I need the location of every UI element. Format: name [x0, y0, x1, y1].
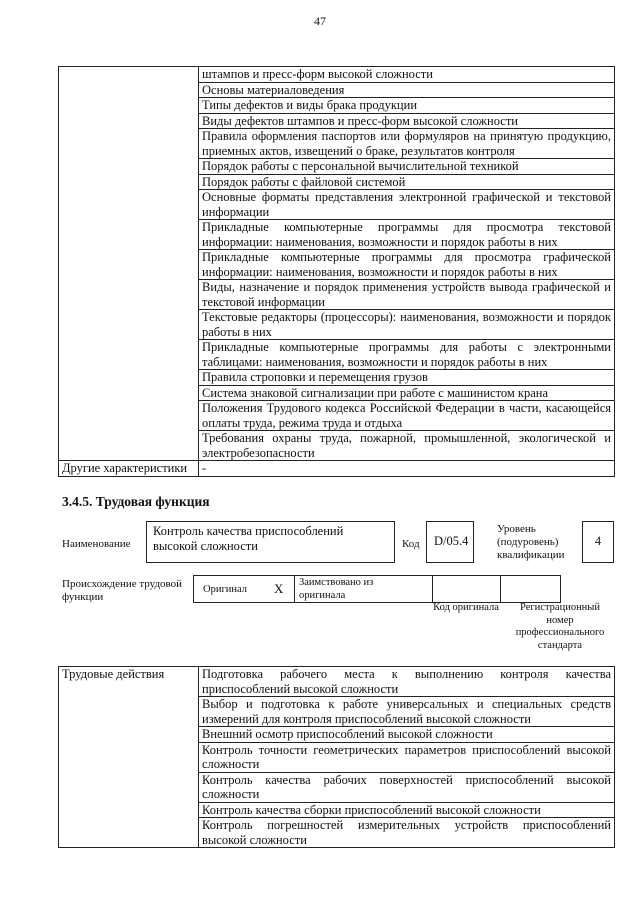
labor-action-item: Контроль качества сборки приспособлений высокой сложности [199, 802, 615, 818]
table-row [59, 667, 615, 697]
required-knowledge-table [58, 66, 615, 477]
code-label: Код [402, 538, 420, 550]
function-code-box [426, 521, 474, 563]
knowledge-item: Порядок работы с файловой системой [199, 174, 615, 190]
labor-action-item: Контроль погрешностей измерительных устройств приспособлений высокой сложности [199, 818, 615, 848]
labor-action-item: Выбор и подготовка к работе универсальных и специальных средств измерений для контроля приспособлений высокой сложности [199, 697, 615, 727]
name-label: Наименование [62, 538, 131, 550]
labor-action-item: Контроль точности геометрических параметров приспособлений высокой сложности [199, 742, 615, 772]
original-mark: X [274, 581, 284, 596]
knowledge-item: Правила строповки и перемещения грузов [199, 370, 615, 386]
knowledge-item: Система знаковой сигнализации при работе с машинистом крана [199, 385, 615, 401]
knowledge-item: Текстовые редакторы (процессоры): наименования, возможности и порядок работы в них [199, 310, 615, 340]
labor-actions-label: Трудовые действия [59, 667, 199, 848]
knowledge-item: Порядок работы с персональной вычислительной техникой [199, 159, 615, 175]
knowledge-item: Виды дефектов штампов и пресс-форм высокой сложности [199, 113, 615, 129]
level-label: Уровень (подуровень) квалификации [497, 523, 565, 561]
knowledge-item: Положения Трудового кодекса Российской Федерации в части, касающейся оплаты труда, режима труда и отдыха [199, 401, 615, 431]
page-number: 47 [314, 14, 326, 28]
table-row [59, 461, 615, 477]
origin-divider [294, 575, 295, 603]
knowledge-item: Прикладные компьютерные программы для просмотра текстовой информации: наименования, возможности и порядок работы в них [199, 220, 615, 250]
labor-action-item: Контроль качества рабочих поверхностей приспособлений высокой сложности [199, 772, 615, 802]
knowledge-item: штампов и пресс-форм высокой сложности [199, 67, 615, 83]
knowledge-item: Основы материаловедения [199, 82, 615, 98]
function-code: D/05.4 [434, 534, 469, 548]
knowledge-label-cell [59, 67, 199, 461]
original-code-caption: Код оригинала [433, 602, 499, 613]
function-name: Контроль качества приспособлений высокой сложности [153, 524, 344, 553]
origin-divider [500, 575, 501, 603]
knowledge-item: Типы дефектов и виды брака продукции [199, 98, 615, 114]
knowledge-item: Виды, назначение и порядок применения устройств вывода графической и текстовой информации [199, 280, 615, 310]
knowledge-item: Прикладные компьютерные программы для работы с электронными таблицами: наименования, возможности и порядок работы в них [199, 340, 615, 370]
labor-action-item: Подготовка рабочего места к выполнению контроля качества приспособлений высокой сложности [199, 667, 615, 697]
knowledge-item: Основные форматы представления электронной графической и текстовой информации [199, 190, 615, 220]
labor-actions-table [58, 666, 615, 848]
function-name-box [146, 521, 395, 563]
knowledge-item: Требования охраны труда, пожарной, промышленной, экологической и электробезопасности [199, 431, 615, 461]
section-title: 3.4.5. Трудовая функция [62, 494, 210, 509]
table-row [59, 67, 615, 83]
other-characteristics-value: - [199, 461, 615, 477]
origin-divider [432, 575, 433, 603]
labor-action-item: Внешний осмотр приспособлений высокой сложности [199, 727, 615, 743]
knowledge-item: Правила оформления паспортов или формуляров на принятую продукцию, приемных актов, извещений о браке, результатов контроля [199, 129, 615, 159]
qualification-level-box [582, 521, 614, 563]
knowledge-item: Прикладные компьютерные программы для просмотра графической информации: наименования, возможности и порядок работы в них [199, 250, 615, 280]
origin-label: Происхождение трудовой функции [62, 578, 183, 603]
qualification-level: 4 [594, 534, 602, 548]
other-characteristics-label: Другие характеристики [59, 461, 199, 477]
original-label: Оригинал [203, 584, 247, 595]
registration-number-caption: Регистрационный номер профессионального стандарта [515, 602, 605, 651]
borrowed-label: Заимствовано из оригинала [299, 577, 374, 601]
